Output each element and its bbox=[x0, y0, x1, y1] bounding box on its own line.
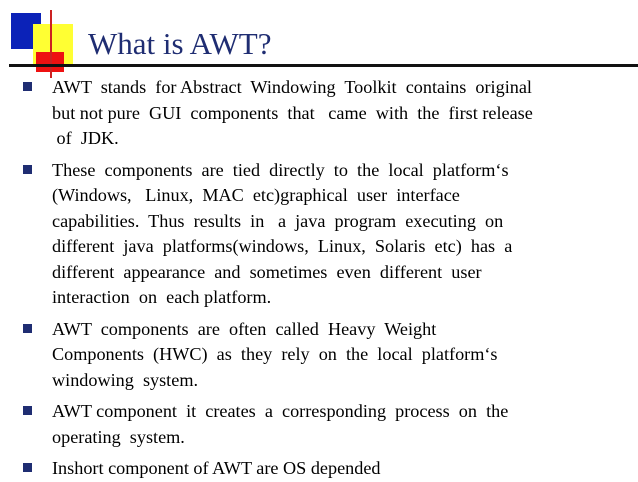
bullet-text-line: different java platforms(windows, Linux, Solaris etc) has a bbox=[52, 236, 513, 256]
logo-vertical-line bbox=[50, 10, 52, 78]
bullet-text-line: Components (HWC) as they rely on the local platform‘s bbox=[52, 344, 498, 364]
title-divider-line bbox=[9, 64, 638, 67]
bullet-text-line: (Windows, Linux, MAC etc)graphical user interface bbox=[52, 185, 460, 205]
bullet-item-3 bbox=[20, 317, 620, 394]
bullet-item-1 bbox=[20, 75, 620, 152]
square-bullet-icon bbox=[23, 406, 32, 415]
bullet-item-4 bbox=[20, 399, 620, 450]
bullet-text-line: These components are tied directly to the local platform‘s bbox=[52, 159, 509, 180]
bullet-text-line: AWT component it creates a corresponding process on the bbox=[52, 401, 509, 421]
slide-title: What is AWT? bbox=[88, 26, 272, 61]
bullet-text-line: Inshort component of AWT are OS depended bbox=[52, 458, 381, 478]
bullet-text-line: but not pure GUI components that came with the first release bbox=[52, 102, 533, 123]
bullet-list bbox=[20, 75, 620, 482]
bullet-text-line: operating system. bbox=[52, 426, 185, 447]
bullet-text-line: AWT stands for Abstract Windowing Toolkit contains original bbox=[52, 77, 532, 97]
bullet-item-2 bbox=[20, 158, 620, 311]
bullet-text-line: different appearance and sometimes even different user bbox=[52, 261, 482, 282]
bullet-text-line: windowing system. bbox=[52, 369, 199, 390]
bullet-text-line: AWT components are often called Heavy Weight bbox=[52, 318, 437, 339]
bullet-text-line: of JDK. bbox=[52, 128, 119, 148]
square-bullet-icon bbox=[23, 165, 32, 174]
square-bullet-icon bbox=[23, 463, 32, 472]
bullet-text-line: interaction on each platform. bbox=[52, 287, 272, 307]
bullet-text-line: capabilities. Thus results in a java program executing on bbox=[52, 210, 504, 231]
square-bullet-icon bbox=[23, 324, 32, 333]
square-bullet-icon bbox=[23, 82, 32, 91]
